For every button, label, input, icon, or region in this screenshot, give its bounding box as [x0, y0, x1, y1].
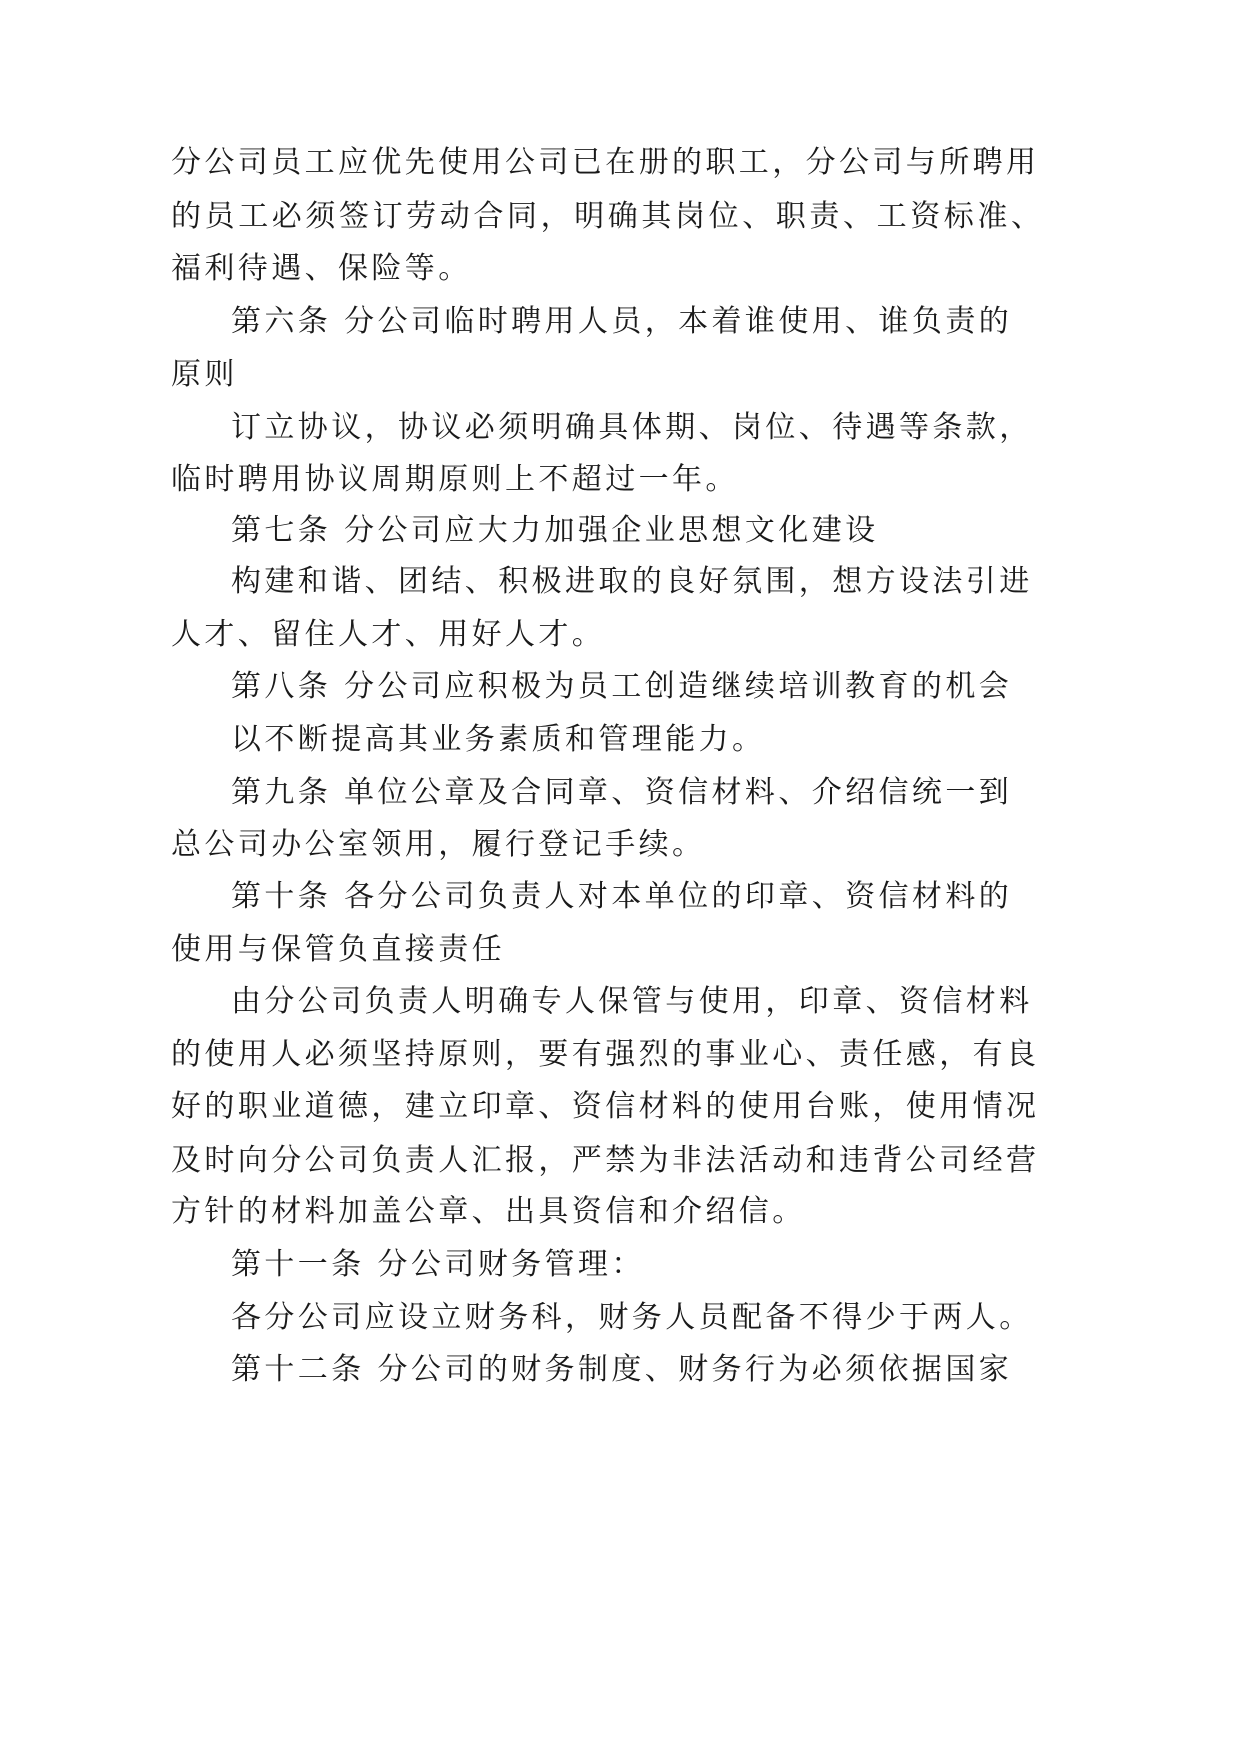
- text-line: 第九条 单位公章及合同章、资信材料、介绍信统一到: [231, 775, 1013, 810]
- text-line: 第八条 分公司应积极为员工创造继续培训教育的机会: [231, 669, 1013, 704]
- text-line: 第十一条 分公司财务管理：: [231, 1247, 645, 1282]
- text-line: 以不断提高其业务素质和管理能力。: [231, 722, 766, 757]
- text-line: 各分公司应设立财务科，财务人员配备不得少于两人。: [231, 1300, 1033, 1335]
- text-line: 总公司办公室领用，履行登记手续。: [171, 827, 706, 862]
- text-line: 订立协议，协议必须明确具体期、岗位、待遇等条款，: [231, 410, 1033, 445]
- text-line: 原则: [171, 357, 238, 392]
- text-line: 的使用人必须坚持原则，要有强烈的事业心、责任感，有良: [171, 1037, 1040, 1072]
- text-line: 第七条 分公司应大力加强企业思想文化建设: [231, 513, 879, 548]
- text-line: 福利待遇、保险等。: [171, 251, 472, 286]
- text-line: 使用与保管负直接责任: [171, 932, 505, 967]
- text-line: 的员工必须签订劳动合同，明确其岗位、职责、工资标准、: [171, 199, 1045, 234]
- text-line: 第六条 分公司临时聘用人员，本着谁使用、谁负责的: [231, 304, 1013, 339]
- text-line: 构建和谐、团结、积极进取的良好氛围，想方设法引进: [231, 564, 1033, 599]
- text-line: 临时聘用协议周期原则上不超过一年。: [171, 462, 739, 497]
- text-line: 方针的材料加盖公章、出具资信和介绍信。: [171, 1194, 806, 1229]
- text-line: 及时向分公司负责人汇报，严禁为非法活动和违背公司经营: [171, 1143, 1040, 1178]
- text-line: 好的职业道德，建立印章、资信材料的使用台账，使用情况: [171, 1089, 1040, 1124]
- text-line: 第十二条 分公司的财务制度、财务行为必须依据国家: [231, 1352, 1013, 1387]
- text-line: 人才、留住人才、用好人才。: [171, 617, 606, 652]
- text-line: 由分公司负责人明确专人保管与使用，印章、资信材料: [231, 984, 1033, 1019]
- text-line: 第十条 各分公司负责人对本单位的印章、资信材料的: [231, 879, 1013, 914]
- text-line: 分公司员工应优先使用公司已在册的职工，分公司与所聘用: [171, 145, 1040, 180]
